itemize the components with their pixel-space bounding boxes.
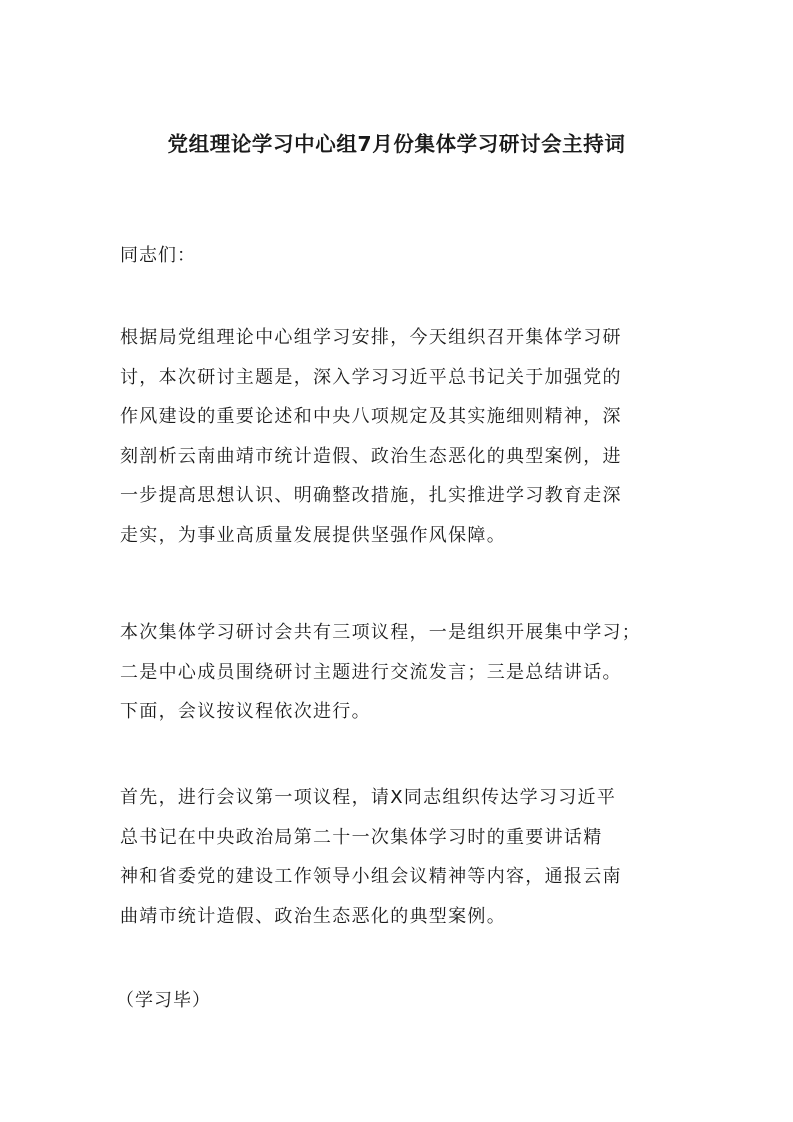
paragraph-line: 刻剖析云南曲靖市统计造假、政治生态恶化的典型案例，进 — [120, 445, 622, 467]
paragraph-line: 一步提高思想认识、明确整改措施，扎实推进学习教育走深 — [120, 485, 622, 506]
greeting: 同志们： — [120, 245, 196, 266]
paragraph-line: 本次集体学习研讨会共有三项议程，一是组织开展集中学习； — [120, 622, 642, 643]
stage-note: （学习毕） — [116, 990, 211, 1011]
paragraph-line: 走实，为事业高质量发展提供坚强作风保障。 — [120, 524, 506, 546]
paragraph-2 — [120, 617, 680, 736]
paragraph-line: 曲靖市统计造假、政治生态恶化的典型案例。 — [120, 905, 506, 927]
paragraph-3 — [120, 782, 680, 940]
paragraph-line: 根据局党组理论中心组学习安排，今天组织召开集体学习研 — [120, 327, 622, 348]
paragraph-line: 神和省委党的建设工作领导小组会议精神等内容，通报云南 — [120, 866, 622, 887]
paragraph-line: 讨，本次研讨主题是，深入学习习近平总书记关于加强党的 — [120, 366, 622, 388]
paragraph-line: 首先，进行会议第一项议程，请X同志组织传达学习习近平 — [120, 787, 617, 808]
paragraph-line: 作风建设的重要论述和中央八项规定及其实施细则精神，深 — [120, 406, 622, 427]
paragraph-1 — [120, 322, 680, 559]
paragraph-line: 二是中心成员围绕研讨主题进行交流发言；三是总结讲话。 — [120, 661, 622, 683]
document-title: 党组理论学习中心组7月份集体学习研讨会主持词 — [167, 132, 626, 156]
paragraph-line: 总书记在中央政治局第二十一次集体学习时的重要讲话精 — [120, 826, 603, 848]
paragraph-line: 下面，会议按议程依次进行。 — [120, 701, 371, 722]
